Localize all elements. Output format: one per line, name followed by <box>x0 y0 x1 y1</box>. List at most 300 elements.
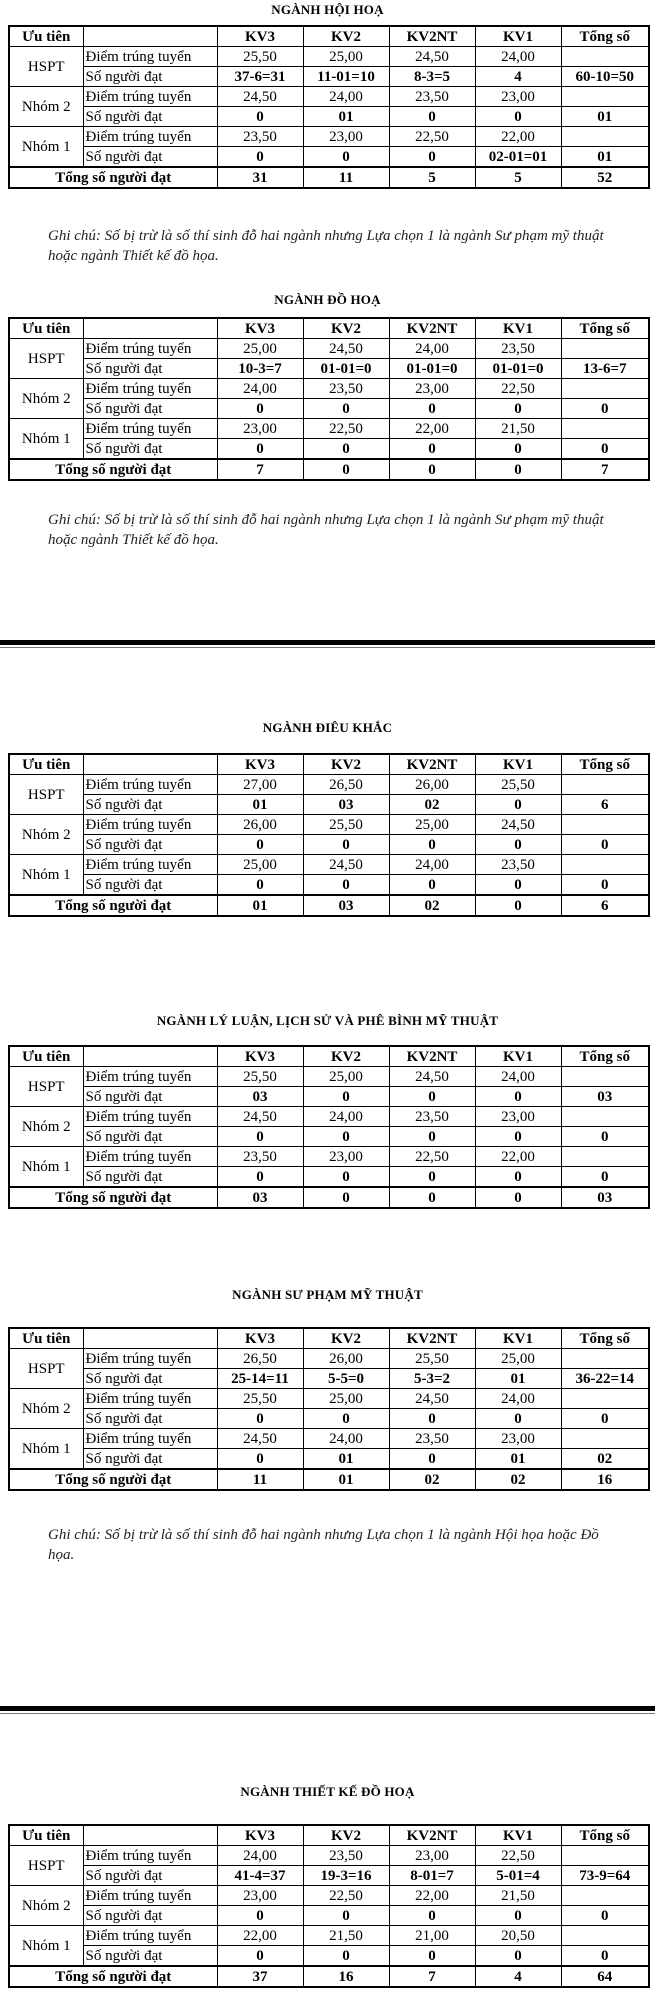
priority-group: Nhóm 2 <box>9 87 83 127</box>
count-row <box>9 1087 649 1107</box>
totals-row <box>9 1469 649 1490</box>
column-header: Ưu tiên <box>9 754 83 775</box>
count-cell: 0 <box>475 107 561 127</box>
row-label: Điểm trúng tuyển <box>83 87 217 107</box>
score-cell: 24,00 <box>303 87 389 107</box>
column-header: KV2 <box>303 318 389 339</box>
empty-cell <box>561 87 649 107</box>
score-row <box>9 1107 649 1127</box>
score-cell: 25,00 <box>475 1349 561 1369</box>
score-row <box>9 1349 649 1369</box>
score-row <box>9 47 649 67</box>
score-row <box>9 1389 649 1409</box>
score-cell: 25,50 <box>217 47 303 67</box>
score-cell: 22,00 <box>217 1926 303 1946</box>
column-header: Tổng số <box>561 754 649 775</box>
score-cell: 22,50 <box>303 419 389 439</box>
empty-cell <box>561 1107 649 1127</box>
column-header: KV2NT <box>389 754 475 775</box>
column-header: KV2NT <box>389 1046 475 1067</box>
row-label: Số người đạt <box>83 399 217 419</box>
totals-row <box>9 1187 649 1208</box>
score-cell: 23,50 <box>217 1147 303 1167</box>
priority-group: HSPT <box>9 339 83 379</box>
column-header <box>83 26 217 47</box>
row-label: Điểm trúng tuyển <box>83 1107 217 1127</box>
row-label: Số người đạt <box>83 67 217 87</box>
column-header <box>83 318 217 339</box>
total-cell: 0 <box>303 459 389 480</box>
total-cell: 0 <box>475 1187 561 1208</box>
score-cell: 25,50 <box>475 775 561 795</box>
row-label: Điểm trúng tuyển <box>83 127 217 147</box>
score-cell: 25,00 <box>217 339 303 359</box>
score-cell: 22,50 <box>475 379 561 399</box>
score-cell: 24,50 <box>217 1429 303 1449</box>
score-cell: 23,00 <box>475 1107 561 1127</box>
count-cell: 0 <box>303 875 389 896</box>
count-row <box>9 1369 649 1389</box>
count-row <box>9 1167 649 1188</box>
column-header <box>83 754 217 775</box>
column-header: Tổng số <box>561 1046 649 1067</box>
row-label: Điểm trúng tuyển <box>83 1147 217 1167</box>
count-total-cell: 0 <box>561 1127 649 1147</box>
score-cell: 24,00 <box>217 1846 303 1866</box>
column-header <box>83 1328 217 1349</box>
total-cell: 5 <box>475 167 561 188</box>
priority-group: Nhóm 1 <box>9 1147 83 1188</box>
empty-cell <box>561 1886 649 1906</box>
count-total-cell: 0 <box>561 1906 649 1926</box>
count-cell: 01-01=0 <box>475 359 561 379</box>
column-header: Ưu tiên <box>9 1825 83 1846</box>
empty-cell <box>561 379 649 399</box>
count-cell: 0 <box>475 1167 561 1188</box>
total-cell: 03 <box>561 1187 649 1208</box>
total-cell: 03 <box>303 895 389 916</box>
admission-table <box>8 753 650 917</box>
score-row <box>9 379 649 399</box>
count-cell: 0 <box>475 439 561 460</box>
score-cell: 24,50 <box>217 1107 303 1127</box>
score-cell: 23,50 <box>303 1846 389 1866</box>
count-cell: 0 <box>475 835 561 855</box>
count-cell: 0 <box>303 1167 389 1188</box>
count-cell: 0 <box>475 1127 561 1147</box>
count-cell: 0 <box>303 1087 389 1107</box>
row-label: Số người đạt <box>83 359 217 379</box>
row-label: Điểm trúng tuyển <box>83 1886 217 1906</box>
count-total-cell: 01 <box>561 107 649 127</box>
count-cell: 01-01=0 <box>389 359 475 379</box>
totals-label: Tổng số người đạt <box>9 1469 217 1490</box>
column-header: KV2 <box>303 754 389 775</box>
score-cell: 23,00 <box>217 419 303 439</box>
row-label: Số người đạt <box>83 1449 217 1470</box>
priority-group: Nhóm 1 <box>9 127 83 168</box>
score-cell: 26,00 <box>389 775 475 795</box>
count-total-cell: 6 <box>561 795 649 815</box>
total-cell: 5 <box>389 167 475 188</box>
row-label: Điểm trúng tuyển <box>83 339 217 359</box>
score-row <box>9 815 649 835</box>
totals-label: Tổng số người đạt <box>9 1187 217 1208</box>
score-cell: 21,50 <box>475 1886 561 1906</box>
count-cell: 0 <box>303 147 389 168</box>
admission-table <box>8 317 650 481</box>
row-label: Số người đạt <box>83 875 217 896</box>
score-cell: 22,00 <box>389 1886 475 1906</box>
count-cell: 0 <box>475 795 561 815</box>
count-cell: 0 <box>217 1127 303 1147</box>
count-cell: 0 <box>389 439 475 460</box>
empty-cell <box>561 419 649 439</box>
count-cell: 11-01=10 <box>303 67 389 87</box>
row-label: Số người đạt <box>83 1906 217 1926</box>
score-cell: 23,50 <box>475 855 561 875</box>
score-cell: 23,00 <box>475 87 561 107</box>
total-cell: 11 <box>217 1469 303 1490</box>
row-label: Điểm trúng tuyển <box>83 855 217 875</box>
column-header: KV2 <box>303 1825 389 1846</box>
total-cell: 7 <box>217 459 303 480</box>
section-title: NGÀNH THIẾT KẾ ĐỒ HOẠ <box>240 1784 415 1799</box>
count-total-cell: 73-9=64 <box>561 1866 649 1886</box>
score-cell: 24,50 <box>303 855 389 875</box>
column-header: KV2 <box>303 26 389 47</box>
count-cell: 0 <box>217 1906 303 1926</box>
count-row <box>9 359 649 379</box>
count-row <box>9 1409 649 1429</box>
score-row <box>9 419 649 439</box>
count-row <box>9 439 649 460</box>
section-note: Ghi chú: Số bị trừ là số thí sinh đỗ hai ngành nhưng Lựa chọn 1 là ngành Sư phạm mỹ thuật hoặc ngành Thiết kế đồ họa. <box>48 512 604 548</box>
page-separator-line <box>0 647 655 648</box>
row-label: Số người đạt <box>83 795 217 815</box>
count-total-cell: 36-22=14 <box>561 1369 649 1389</box>
column-header: KV2NT <box>389 1328 475 1349</box>
empty-cell <box>561 1846 649 1866</box>
count-cell: 0 <box>475 875 561 896</box>
priority-group: Nhóm 1 <box>9 1429 83 1470</box>
score-cell: 25,00 <box>303 47 389 67</box>
count-cell: 0 <box>303 835 389 855</box>
count-cell: 0 <box>217 1409 303 1429</box>
row-label: Số người đạt <box>83 1087 217 1107</box>
total-cell: 0 <box>475 459 561 480</box>
empty-cell <box>561 855 649 875</box>
count-cell: 0 <box>389 1409 475 1429</box>
row-label: Số người đạt <box>83 1409 217 1429</box>
total-cell: 0 <box>389 1187 475 1208</box>
column-header: Ưu tiên <box>9 26 83 47</box>
count-cell: 0 <box>217 1167 303 1188</box>
priority-group: Nhóm 2 <box>9 1107 83 1147</box>
count-cell: 0 <box>389 1087 475 1107</box>
priority-group: HSPT <box>9 775 83 815</box>
total-cell: 03 <box>217 1187 303 1208</box>
score-row <box>9 1067 649 1087</box>
count-cell: 0 <box>217 147 303 168</box>
admission-table <box>8 25 650 189</box>
count-cell: 5-3=2 <box>389 1369 475 1389</box>
table-header-row <box>9 1825 649 1846</box>
row-label: Điểm trúng tuyển <box>83 419 217 439</box>
score-cell: 23,00 <box>303 1147 389 1167</box>
count-total-cell: 0 <box>561 1946 649 1967</box>
count-cell: 5-01=4 <box>475 1866 561 1886</box>
priority-group: Nhóm 2 <box>9 815 83 855</box>
count-cell: 0 <box>303 399 389 419</box>
priority-group: HSPT <box>9 1349 83 1389</box>
empty-cell <box>561 127 649 147</box>
score-cell: 22,00 <box>475 127 561 147</box>
score-cell: 22,50 <box>389 127 475 147</box>
count-cell: 0 <box>389 147 475 168</box>
count-cell: 0 <box>475 399 561 419</box>
score-row <box>9 1926 649 1946</box>
column-header: KV3 <box>217 1046 303 1067</box>
empty-cell <box>561 1429 649 1449</box>
count-row <box>9 67 649 87</box>
score-cell: 24,00 <box>389 855 475 875</box>
count-total-cell: 0 <box>561 439 649 460</box>
section-title: NGÀNH SƯ PHẠM MỸ THUẬT <box>232 1287 423 1302</box>
total-cell: 16 <box>303 1966 389 1987</box>
count-cell: 0 <box>389 1906 475 1926</box>
count-cell: 0 <box>389 1946 475 1967</box>
column-header <box>83 1046 217 1067</box>
row-label: Số người đạt <box>83 107 217 127</box>
score-cell: 22,00 <box>475 1147 561 1167</box>
empty-cell <box>561 339 649 359</box>
total-cell: 0 <box>389 459 475 480</box>
total-cell: 02 <box>389 895 475 916</box>
totals-row <box>9 895 649 916</box>
count-cell: 41-4=37 <box>217 1866 303 1886</box>
score-cell: 27,00 <box>217 775 303 795</box>
total-cell: 02 <box>389 1469 475 1490</box>
column-header: Tổng số <box>561 1825 649 1846</box>
score-row <box>9 855 649 875</box>
row-label: Số người đạt <box>83 835 217 855</box>
count-cell: 25-14=11 <box>217 1369 303 1389</box>
column-header: KV2NT <box>389 318 475 339</box>
count-cell: 8-01=7 <box>389 1866 475 1886</box>
score-cell: 23,50 <box>389 1429 475 1449</box>
column-header: KV3 <box>217 1825 303 1846</box>
column-header: KV1 <box>475 1328 561 1349</box>
score-cell: 26,50 <box>217 1349 303 1369</box>
total-cell: 7 <box>561 459 649 480</box>
score-cell: 23,50 <box>475 339 561 359</box>
column-header: KV2NT <box>389 1825 475 1846</box>
count-cell: 01 <box>475 1369 561 1389</box>
score-cell: 24,00 <box>475 47 561 67</box>
count-row <box>9 1946 649 1967</box>
score-cell: 24,00 <box>389 339 475 359</box>
section-note: Ghi chú: Số bị trừ là số thí sinh đỗ hai ngành nhưng Lựa chọn 1 là ngành Hội họa hoặc Đồ họa. <box>48 1527 599 1563</box>
count-cell: 0 <box>217 399 303 419</box>
priority-group: Nhóm 2 <box>9 1389 83 1429</box>
score-cell: 21,50 <box>303 1926 389 1946</box>
score-cell: 20,50 <box>475 1926 561 1946</box>
table-header-row <box>9 754 649 775</box>
score-cell: 24,50 <box>389 1389 475 1409</box>
score-cell: 24,50 <box>389 47 475 67</box>
count-cell: 02 <box>389 795 475 815</box>
score-row <box>9 127 649 147</box>
admission-table <box>8 1045 650 1209</box>
count-row <box>9 875 649 896</box>
table-header-row <box>9 1046 649 1067</box>
count-cell: 0 <box>217 439 303 460</box>
score-row <box>9 1846 649 1866</box>
count-cell: 0 <box>303 1409 389 1429</box>
total-cell: 16 <box>561 1469 649 1490</box>
score-cell: 23,00 <box>217 1886 303 1906</box>
count-cell: 4 <box>475 67 561 87</box>
score-cell: 24,00 <box>217 379 303 399</box>
score-cell: 23,50 <box>217 127 303 147</box>
count-total-cell: 0 <box>561 835 649 855</box>
row-label: Số người đạt <box>83 1369 217 1389</box>
score-cell: 22,00 <box>389 419 475 439</box>
score-cell: 24,50 <box>303 339 389 359</box>
column-header: KV2 <box>303 1328 389 1349</box>
row-label: Điểm trúng tuyển <box>83 379 217 399</box>
totals-label: Tổng số người đạt <box>9 895 217 916</box>
totals-row <box>9 167 649 188</box>
score-cell: 23,00 <box>303 127 389 147</box>
score-cell: 24,00 <box>475 1067 561 1087</box>
count-row <box>9 795 649 815</box>
empty-cell <box>561 1389 649 1409</box>
row-label: Số người đạt <box>83 1866 217 1886</box>
score-cell: 25,50 <box>217 1067 303 1087</box>
empty-cell <box>561 775 649 795</box>
empty-cell <box>561 1349 649 1369</box>
count-cell: 01 <box>217 795 303 815</box>
totals-label: Tổng số người đạt <box>9 167 217 188</box>
page-separator <box>0 640 655 645</box>
total-cell: 02 <box>475 1469 561 1490</box>
count-total-cell: 0 <box>561 399 649 419</box>
score-cell: 21,00 <box>389 1926 475 1946</box>
count-cell: 01 <box>303 107 389 127</box>
score-cell: 22,50 <box>475 1846 561 1866</box>
column-header: KV3 <box>217 318 303 339</box>
count-row <box>9 1127 649 1147</box>
column-header: Ưu tiên <box>9 318 83 339</box>
score-row <box>9 775 649 795</box>
count-row <box>9 1906 649 1926</box>
count-cell: 19-3=16 <box>303 1866 389 1886</box>
page-separator-line <box>0 1713 655 1714</box>
column-header: KV1 <box>475 1046 561 1067</box>
count-cell: 0 <box>217 1946 303 1967</box>
total-cell: 4 <box>475 1966 561 1987</box>
empty-cell <box>561 815 649 835</box>
column-header: KV3 <box>217 754 303 775</box>
count-cell: 0 <box>389 1127 475 1147</box>
empty-cell <box>561 47 649 67</box>
score-cell: 22,50 <box>389 1147 475 1167</box>
row-label: Điểm trúng tuyển <box>83 1429 217 1449</box>
section-title: NGÀNH LÝ LUẬN, LỊCH SỬ VÀ PHÊ BÌNH MỸ THUẬT <box>156 1013 499 1028</box>
score-cell: 24,00 <box>303 1429 389 1449</box>
section-title: NGÀNH HỘI HOẠ <box>271 2 384 17</box>
row-label: Điểm trúng tuyển <box>83 1846 217 1866</box>
score-cell: 25,50 <box>217 1389 303 1409</box>
column-header: Tổng số <box>561 1328 649 1349</box>
row-label: Điểm trúng tuyển <box>83 47 217 67</box>
count-cell: 0 <box>217 875 303 896</box>
count-cell: 8-3=5 <box>389 67 475 87</box>
count-total-cell: 60-10=50 <box>561 67 649 87</box>
score-cell: 24,50 <box>217 87 303 107</box>
column-header <box>83 1825 217 1846</box>
column-header: Ưu tiên <box>9 1046 83 1067</box>
count-total-cell: 02 <box>561 1449 649 1470</box>
totals-label: Tổng số người đạt <box>9 459 217 480</box>
score-cell: 26,00 <box>303 1349 389 1369</box>
column-header: KV1 <box>475 754 561 775</box>
count-cell: 0 <box>389 107 475 127</box>
priority-group: Nhóm 1 <box>9 419 83 460</box>
count-cell: 03 <box>217 1087 303 1107</box>
score-row <box>9 1429 649 1449</box>
score-cell: 25,00 <box>389 815 475 835</box>
count-cell: 0 <box>389 835 475 855</box>
admission-table <box>8 1327 650 1491</box>
count-cell: 0 <box>475 1906 561 1926</box>
count-cell: 0 <box>217 835 303 855</box>
score-row <box>9 1147 649 1167</box>
column-header: KV2 <box>303 1046 389 1067</box>
count-row <box>9 107 649 127</box>
score-cell: 23,00 <box>389 379 475 399</box>
column-header: KV3 <box>217 26 303 47</box>
table-header-row <box>9 26 649 47</box>
column-header: KV3 <box>217 1328 303 1349</box>
count-cell: 5-5=0 <box>303 1369 389 1389</box>
score-cell: 24,50 <box>389 1067 475 1087</box>
priority-group: Nhóm 1 <box>9 1926 83 1967</box>
row-label: Số người đạt <box>83 1167 217 1188</box>
score-row <box>9 87 649 107</box>
count-cell: 0 <box>303 439 389 460</box>
totals-row <box>9 459 649 480</box>
score-cell: 21,50 <box>475 419 561 439</box>
score-cell: 26,50 <box>303 775 389 795</box>
count-total-cell: 03 <box>561 1087 649 1107</box>
total-cell: 7 <box>389 1966 475 1987</box>
count-cell: 0 <box>303 1906 389 1926</box>
priority-group: Nhóm 2 <box>9 1886 83 1926</box>
section-title: NGÀNH ĐIÊU KHẮC <box>262 720 393 735</box>
score-cell: 24,00 <box>475 1389 561 1409</box>
priority-group: HSPT <box>9 1846 83 1886</box>
row-label: Điểm trúng tuyển <box>83 1067 217 1087</box>
score-cell: 24,00 <box>303 1107 389 1127</box>
count-total-cell: 0 <box>561 1409 649 1429</box>
column-header: KV1 <box>475 1825 561 1846</box>
total-cell: 11 <box>303 167 389 188</box>
row-label: Điểm trúng tuyển <box>83 1389 217 1409</box>
row-label: Điểm trúng tuyển <box>83 775 217 795</box>
